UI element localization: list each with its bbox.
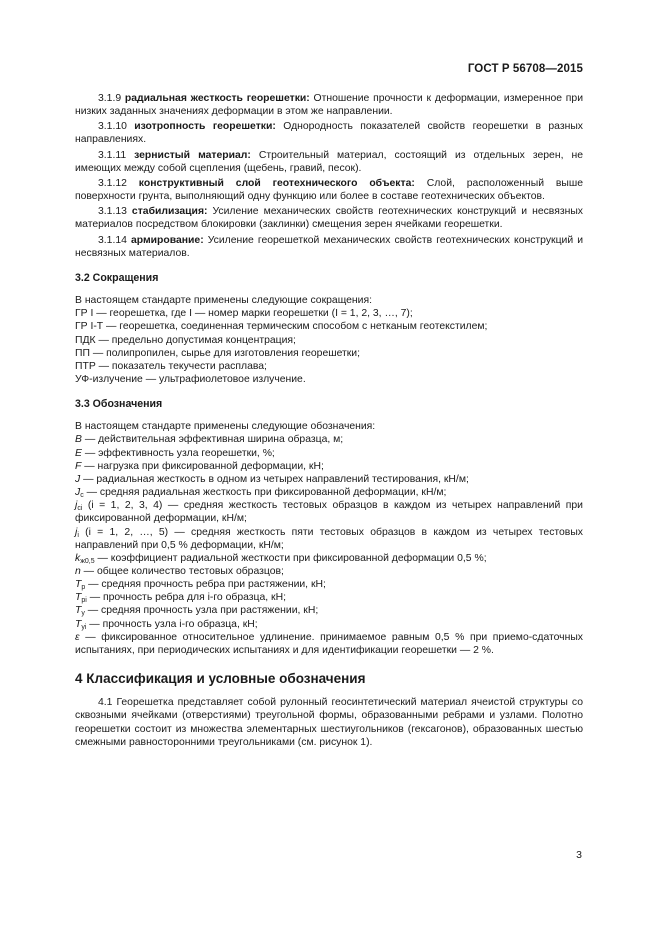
list-item: ПП — полипропилен, сырье для изготовления георешетки; — [75, 347, 360, 359]
list-item: $T_р$ — средняя прочность ребра при растяжении, кН; — [75, 579, 326, 592]
list-item: ПДК — предельно допустимая концентрация; — [75, 334, 296, 346]
page-content — [75, 92, 583, 749]
definition-item: 3.1.13 стабилизация: Усиление механических свойств геотехнических конструкций и несвязных материалов посредством блокировки (заклинки) смещения зерен ячейками георешетки. — [75, 206, 583, 231]
list-item: J — радиальная жесткость в одном из четырех направлений тестирования, кН/м; — [75, 473, 469, 485]
list-item: $j_{ci}$ (i = 1, 2, 3, 4) — средняя жесткость тестовых образцов в каждом из четырех направлений при фиксированной деформации, кН/м; — [75, 500, 583, 525]
abbreviations-heading: 3.2 Сокращения — [75, 271, 159, 284]
definition-item: 3.1.12 конструктивный слой геотехнического объекта: Слой, расположенный выше поверхности грунта, выполняющий одну функцию или более в составе геотехнических объектов. — [75, 177, 584, 203]
list-item: $k_{ж0,5}$ — коэффициент радиальной жесткости при фиксированной деформации 0,5 %; — [75, 552, 487, 565]
section-4-heading: 4 Классификация и условные обозначения — [75, 671, 366, 687]
section-4-paragraph: 4.1 Георешетка представляет собой рулонный геосинтетический материал ячеистой структуры со сквозными ячейками (отверстиями) треугольной формы, образованными ребрами и узлами. Полотно георешетки состоит из множества элементарных шестиугольников (гексагонов), образованных шестью смежными равносторонними треугольниками (см. рисунок 1). — [75, 697, 583, 748]
page-number: 3 — [576, 849, 582, 861]
definition-item: 3.1.11 зернистый материал: Строительный материал, состоящий из отдельных зерен, не имеющих между собой сцепления (щебень, гравий, песок). — [75, 149, 583, 174]
abbreviations-intro: В настоящем стандарте применены следующие сокращения: — [75, 295, 372, 307]
list-item: ГР I-Т — георешетка, соединенная термическим способом с нетканым геотекстилем; — [75, 321, 488, 333]
list-item: ПТР — показатель текучести расплава; — [75, 360, 267, 372]
list-item: $J_c$ — средняя радиальная жесткость при фиксированной деформации, кН/м; — [75, 487, 447, 500]
definition-item: 3.1.9 радиальная жесткость георешетки: Отношение прочности к деформации, измеренное при низких заданных значениях деформации в этом же направлении. — [75, 93, 583, 118]
document-code: ГОСТ Р 56708—2015 — [467, 63, 583, 75]
definition-item: 3.1.14 армирование: Усиление георешеткой механических свойств геотехнических конструкций и несвязных материалов. — [75, 234, 584, 259]
list-item: ε — фиксированное относительное удлинение. принимаемое равным 0,5 % при приемо-сдаточных испытаниях, при периодических испытаниях и для идентификации георешетки — 2 %. — [75, 631, 583, 656]
definitions-list — [75, 92, 583, 260]
definition-item: 3.1.10 изотропность георешетки: Однородность показателей свойств георешетки в разных направлениях. — [75, 121, 583, 146]
abbreviations-list — [75, 294, 583, 386]
list-item: $T_{рi}$ — прочность ребра для i-го образца, кН; — [75, 592, 286, 605]
list-item: ГР I — георешетка, где I — номер марки георешетки (I = 1, 2, 3, …, 7); — [75, 308, 413, 320]
symbols-heading: 3.3 Обозначения — [75, 398, 163, 411]
list-item: n — общее количество тестовых образцов; — [75, 566, 284, 577]
symbols-intro: В настоящем стандарте применены следующие обозначения: — [75, 421, 376, 433]
list-item: $j_i$ (i = 1, 2, …, 5) — средняя жесткость пяти тестовых образцов в каждом из четырех тестовых направлений при 0,5 % деформации, кН/м; — [75, 526, 583, 551]
symbols-list — [75, 420, 583, 657]
list-item: $T_у$ — средняя прочность узла при растяжении, кН; — [75, 605, 319, 618]
list-item: УФ-излучение — ультрафиолетовое излучение. — [75, 373, 306, 385]
list-item: $T_{уi}$ — прочность узла i-го образца, кН; — [75, 618, 258, 631]
list-item: E — эффективность узла георешетки, %; — [75, 447, 275, 459]
list-item: B — действительная эффективная ширина образца, м; — [75, 434, 344, 446]
list-item: F — нагрузка при фиксированной деформации, кН; — [75, 460, 324, 472]
